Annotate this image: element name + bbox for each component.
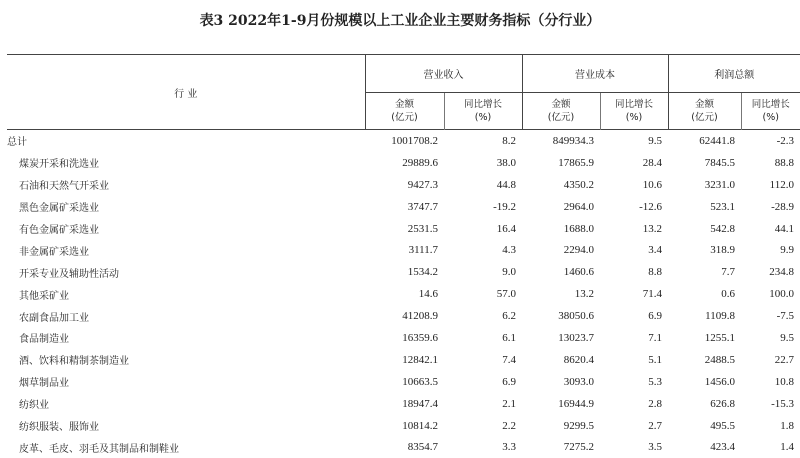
revenue-growth-cell: 9.0 [502, 266, 516, 279]
revenue-amount-cell: 1534.2 [407, 266, 438, 279]
profit-growth-cell: 22.7 [774, 353, 794, 366]
profit-amount-cell: 2488.5 [704, 353, 735, 366]
profit-growth-cell: 1.8 [780, 419, 794, 432]
revenue-amount-header: 金额 (亿元) [365, 93, 444, 130]
industry-name: 石油和天然气开采业 [19, 181, 109, 193]
revenue-amount-cell: 41208.9 [402, 310, 438, 323]
cost-amount-cell: 1688.0 [563, 222, 594, 235]
profit-amount-cell: 7845.5 [704, 156, 735, 169]
profit-amount-cell: 62441.8 [668, 130, 741, 152]
table-row [7, 239, 800, 261]
table-row [7, 152, 800, 174]
revenue-header: 营业收入 [365, 55, 522, 93]
profit-amount-cell: 1255.1 [704, 331, 735, 344]
cost-growth-header: 同比增长 (%) [600, 93, 668, 130]
profit-growth-cell: 1.4 [780, 441, 794, 454]
profit-growth-cell: 100.0 [769, 288, 794, 301]
revenue-growth-cell: 2.1 [502, 397, 516, 410]
profit-growth-cell: -2.3 [741, 130, 800, 152]
cost-amount-cell: 2964.0 [563, 200, 594, 213]
table-row [7, 436, 800, 458]
revenue-growth-cell: 57.0 [496, 288, 516, 301]
revenue-amount-cell: 10663.5 [402, 375, 438, 388]
revenue-amount-cell: 8354.7 [407, 441, 438, 454]
revenue-growth-cell: 16.4 [496, 222, 516, 235]
revenue-amount-cell: 10814.2 [402, 419, 438, 432]
cost-growth-cell: 3.4 [648, 244, 662, 257]
cost-growth-cell: 2.8 [648, 397, 662, 410]
profit-amount-cell: 423.4 [710, 441, 735, 454]
table-row [7, 349, 800, 371]
cost-growth-cell: -12.6 [639, 200, 662, 213]
cost-amount-cell: 38050.6 [558, 310, 594, 323]
cost-amount-cell: 9299.5 [563, 419, 594, 432]
revenue-amount-cell: 12842.1 [402, 353, 438, 366]
revenue-growth-cell: 44.8 [496, 178, 516, 191]
table-row [7, 174, 800, 196]
table-row [7, 371, 800, 393]
industry-name: 纺织业 [19, 400, 49, 412]
industry-name: 农副食品加工业 [19, 312, 89, 324]
cost-growth-cell: 7.1 [648, 331, 662, 344]
profit-growth-cell: -7.5 [776, 310, 794, 323]
cost-growth-cell: 5.3 [648, 375, 662, 388]
cost-growth-cell: 2.7 [648, 419, 662, 432]
revenue-growth-header: 同比增长 (%) [444, 93, 522, 130]
revenue-growth-cell: 6.9 [502, 375, 516, 388]
revenue-amount-cell: 29889.6 [402, 156, 438, 169]
cost-amount-cell: 8620.4 [563, 353, 594, 366]
table-row [7, 130, 800, 152]
profit-amount-header: 金额 (亿元) [668, 93, 741, 130]
profit-growth-cell: -28.9 [771, 200, 794, 213]
revenue-growth-cell: -19.2 [493, 200, 516, 213]
table-row [7, 393, 800, 415]
table-row [7, 218, 800, 240]
revenue-amount-cell: 1001708.2 [365, 130, 444, 152]
table-row [7, 327, 800, 349]
profit-amount-cell: 542.8 [710, 222, 735, 235]
cost-amount-cell: 2294.0 [563, 244, 594, 257]
profit-growth-cell: 44.1 [774, 222, 794, 235]
industry-name: 黑色金属矿采选业 [19, 203, 99, 215]
cost-amount-cell: 7275.2 [563, 441, 594, 454]
profit-growth-cell: 234.8 [769, 266, 794, 279]
revenue-growth-cell: 38.0 [496, 156, 516, 169]
profit-growth-cell: 10.8 [774, 375, 794, 388]
cost-amount-cell: 16944.9 [558, 397, 594, 410]
industry-name: 非金属矿采选业 [19, 246, 89, 258]
revenue-amount-cell: 14.6 [418, 288, 438, 301]
cost-growth-cell: 5.1 [648, 353, 662, 366]
cost-amount-cell: 13.2 [574, 288, 594, 301]
industry-name: 食品制造业 [19, 334, 69, 346]
profit-amount-cell: 7.7 [721, 266, 735, 279]
revenue-growth-cell: 2.2 [502, 419, 516, 432]
table-row [7, 415, 800, 437]
industry-name: 酒、饮料和精制茶制造业 [19, 356, 129, 368]
cost-amount-cell: 13023.7 [558, 331, 594, 344]
table-row [7, 283, 800, 305]
cost-growth-cell: 3.5 [648, 441, 662, 454]
cost-amount-cell: 1460.6 [563, 266, 594, 279]
industry-name: 其他采矿业 [19, 290, 69, 302]
revenue-amount-cell: 16359.6 [402, 331, 438, 344]
financial-indicators-table [7, 54, 800, 458]
industry-name: 总计 [7, 130, 365, 152]
profit-amount-cell: 0.6 [721, 288, 735, 301]
revenue-amount-cell: 3111.7 [408, 244, 438, 257]
revenue-amount-cell: 2531.5 [407, 222, 438, 235]
cost-growth-cell: 9.5 [600, 130, 668, 152]
cost-growth-cell: 71.4 [642, 288, 662, 301]
profit-growth-header: 同比增长 (%) [741, 93, 800, 130]
cost-growth-cell: 6.9 [648, 310, 662, 323]
table-row [7, 196, 800, 218]
revenue-growth-cell: 6.1 [502, 331, 516, 344]
table-row [7, 305, 800, 327]
cost-amount-cell: 4350.2 [563, 178, 594, 191]
profit-growth-cell: -15.3 [771, 397, 794, 410]
profit-amount-cell: 1109.8 [705, 310, 735, 323]
profit-amount-cell: 1456.0 [704, 375, 735, 388]
revenue-amount-cell: 9427.3 [407, 178, 438, 191]
cost-growth-cell: 28.4 [642, 156, 662, 169]
profit-growth-cell: 9.9 [780, 244, 794, 257]
table-title: 表3 2022年1-9月份规模以上工业企业主要财务指标（分行业） [199, 13, 601, 29]
industry-name: 纺织服装、服饰业 [19, 422, 99, 434]
table-row [7, 261, 800, 283]
revenue-growth-cell: 8.2 [444, 130, 522, 152]
revenue-amount-cell: 3747.7 [407, 200, 438, 213]
cost-amount-header: 金额 (亿元) [522, 93, 600, 130]
cost-header: 营业成本 [522, 55, 668, 93]
cost-amount-cell: 17865.9 [558, 156, 594, 169]
revenue-growth-cell: 6.2 [502, 310, 516, 323]
revenue-growth-cell: 4.3 [502, 244, 516, 257]
industry-header: 行 业 [7, 55, 365, 130]
industry-name: 开采专业及辅助性活动 [19, 268, 119, 280]
profit-amount-cell: 318.9 [710, 244, 735, 257]
industry-name: 皮革、毛皮、羽毛及其制品和制鞋业 [19, 443, 179, 455]
cost-growth-cell: 10.6 [642, 178, 662, 191]
cost-amount-cell: 849934.3 [522, 130, 600, 152]
profit-growth-cell: 112.0 [769, 178, 794, 191]
profit-amount-cell: 626.8 [710, 397, 735, 410]
cost-growth-cell: 8.8 [648, 266, 662, 279]
cost-amount-cell: 3093.0 [563, 375, 594, 388]
profit-growth-cell: 88.8 [774, 156, 794, 169]
profit-growth-cell: 9.5 [780, 331, 794, 344]
industry-name: 有色金属矿采选业 [19, 225, 99, 236]
industry-name: 烟草制品业 [19, 378, 69, 390]
revenue-growth-cell: 7.4 [502, 353, 516, 366]
revenue-amount-cell: 18947.4 [402, 397, 438, 410]
revenue-growth-cell: 3.3 [502, 441, 516, 454]
industry-name: 煤炭开采和洗选业 [19, 159, 99, 171]
cost-growth-cell: 13.2 [642, 222, 662, 235]
profit-amount-cell: 523.1 [710, 200, 735, 213]
profit-amount-cell: 3231.0 [704, 178, 735, 191]
profit-header: 利润总额 [668, 55, 800, 93]
profit-amount-cell: 495.5 [710, 419, 735, 432]
